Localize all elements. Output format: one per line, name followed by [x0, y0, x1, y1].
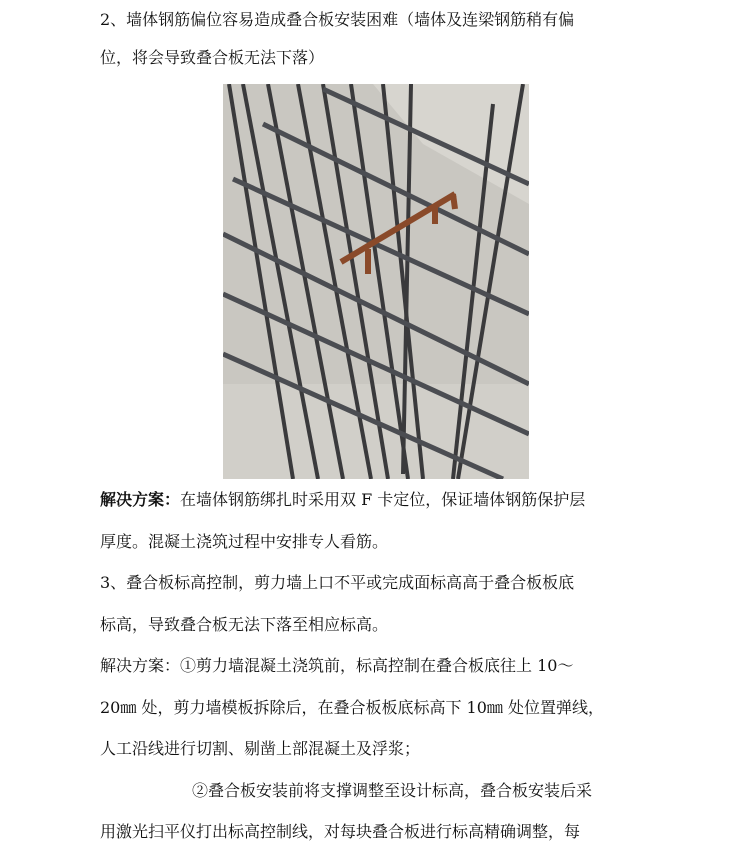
section2-line2: 位，将会导致叠合板无法下落）	[100, 48, 325, 67]
section3-line1: 3、叠合板标高控制，剪力墙上口不平或完成面标高高于叠合板板底	[100, 573, 575, 592]
solution2-line2: 20㎜ 处，剪力墙模板拆除后，在叠合板板底标高下 10㎜ 处位置弹线，	[100, 698, 604, 717]
solution1-line1	[100, 488, 660, 512]
solution1-line2: 厚度。混凝土浇筑过程中安排专人看筋。	[100, 532, 389, 551]
solution2-line5: 用激光扫平仪打出标高控制线，对每块叠合板进行标高精确调整，每	[100, 822, 581, 841]
solution1-text: 在墙体钢筋绑扎时采用双 F 卡定位，保证墙体钢筋保护层	[180, 490, 586, 509]
solution2-line3: 人工沿线进行切割、剔凿上部混凝土及浮浆；	[100, 739, 421, 758]
rebar-illustration	[223, 84, 529, 479]
rebar-wall-photo	[223, 84, 529, 479]
section2-line1: 2、墙体钢筋偏位容易造成叠合板安装困难（墙体及连梁钢筋稍有偏	[100, 10, 575, 29]
solution1-label: 解决方案：	[100, 490, 181, 509]
section3-line2: 标高，导致叠合板无法下落至相应标高。	[100, 615, 389, 634]
solution2-line1: 解决方案：①剪力墙混凝土浇筑前，标高控制在叠合板底往上 10～	[100, 656, 574, 675]
solution2-line4: ②叠合板安装前将支撑调整至设计标高，叠合板安装后采	[192, 781, 593, 800]
